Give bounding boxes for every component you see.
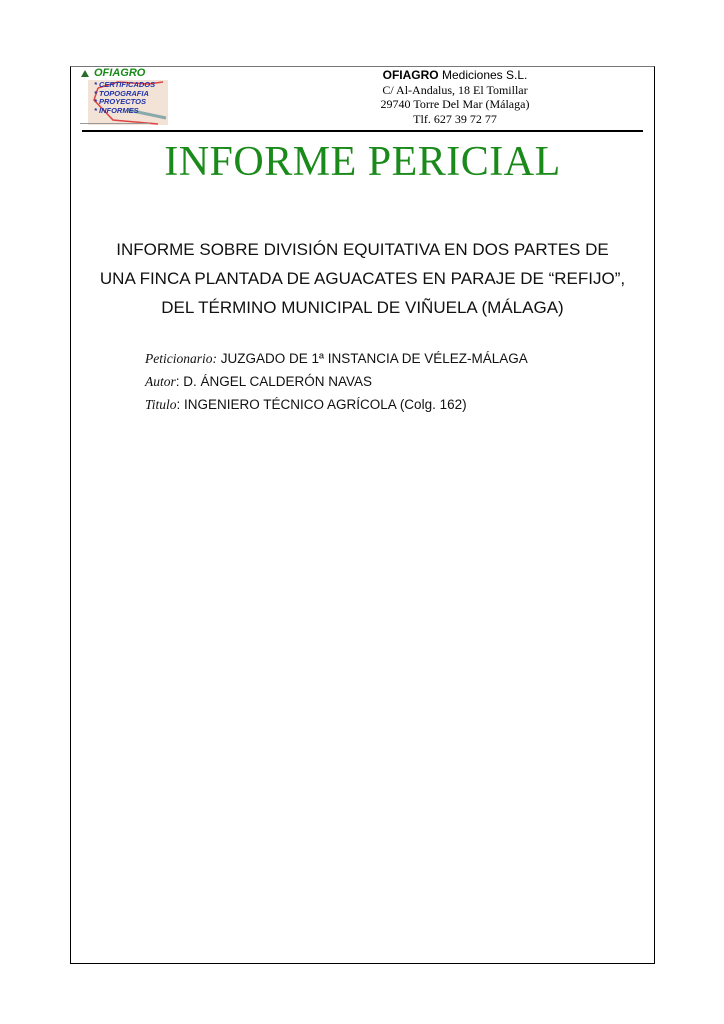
company-header	[360, 68, 550, 126]
subject-line: DEL TÉRMINO MUNICIPAL DE VIÑUELA (MÁLAGA)	[161, 298, 564, 317]
logo-triangle-icon	[81, 70, 89, 77]
company-city: 29740 Torre Del Mar (Málaga)	[380, 97, 530, 111]
company-phone: Tlf. 627 39 72 77	[413, 111, 497, 126]
page-border	[70, 66, 655, 964]
author-line: Autor: D. ÁNGEL CALDERÓN NAVAS	[145, 374, 373, 389]
logo-item: * CERTIFICADOS	[94, 80, 156, 89]
ofiagro-logo	[80, 67, 168, 125]
subject-line: INFORME SOBRE DIVISIÓN EQUITATIVA EN DOS PARTES DE	[116, 240, 609, 259]
company-name: OFIAGRO Mediciones S.L.	[382, 68, 528, 82]
petitioner-line: Peticionario: JUZGADO DE 1ª INSTANCIA DE VÉLEZ-MÁLAGA	[145, 351, 528, 366]
document-title: INFORME PERICIAL	[164, 139, 561, 185]
subject-line: UNA FINCA PLANTADA DE AGUACATES EN PARAJE DE “REFIJO”,	[99, 269, 626, 288]
logo-services	[94, 81, 155, 115]
logo-item: * TOPOGRAFIA	[94, 88, 149, 98]
logo-brand: OFIAGRO	[94, 67, 146, 79]
logo-item: * INFORMES	[94, 105, 139, 115]
degree-line: Titulo: INGENIERO TÉCNICO AGRÍCOLA (Colg. 162)	[145, 397, 467, 412]
logo-scale-bar	[80, 123, 150, 124]
logo-item: * PROYECTOS	[94, 97, 146, 106]
report-subject	[70, 235, 655, 322]
company-address: C/ Al-Andalus, 18 El Tomillar	[382, 82, 528, 97]
report-metadata	[145, 347, 528, 416]
header-divider	[82, 130, 643, 132]
